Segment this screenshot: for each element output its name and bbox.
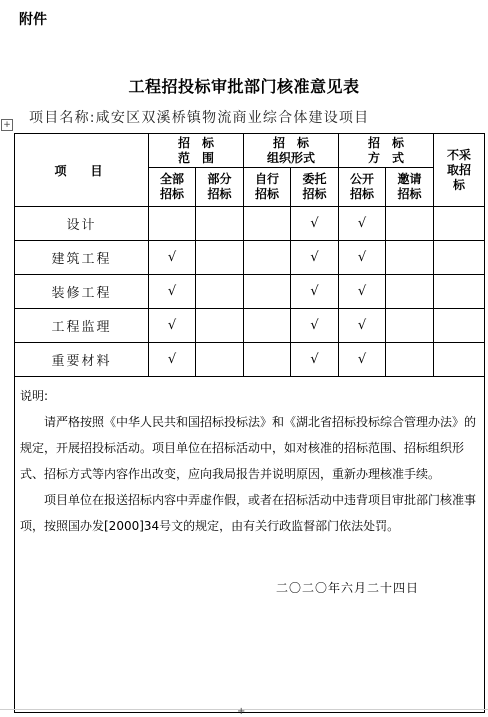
- check-cell: [149, 207, 196, 241]
- check-cell: [196, 207, 244, 241]
- table-row: [15, 207, 485, 241]
- check-cell: [244, 343, 291, 377]
- table-row: [15, 309, 485, 343]
- check-cell: [434, 207, 485, 241]
- check-cell: √: [149, 275, 196, 309]
- organization-group-header: 招 标 组织形式: [244, 134, 339, 168]
- check-cell: √: [149, 241, 196, 275]
- table-anchor-icon[interactable]: +: [1, 119, 13, 131]
- check-cell: √: [291, 207, 339, 241]
- check-cell: [196, 275, 244, 309]
- attachment-label: 附件: [19, 12, 47, 28]
- subheader-partial: 部分 招标: [196, 168, 244, 207]
- row-label: 建筑工程: [15, 241, 149, 275]
- row-label: 装修工程: [15, 275, 149, 309]
- row-label: 重要材料: [15, 343, 149, 377]
- document-title: 工程招投标审批部门核准意见表: [128, 77, 360, 96]
- no-tender-header: 不采 取招 标: [434, 134, 485, 207]
- check-cell: [196, 309, 244, 343]
- check-cell: [244, 309, 291, 343]
- subheader-entrusted: 委托 招标: [291, 168, 339, 207]
- subheader-full: 全部 招标: [149, 168, 196, 207]
- check-cell: [386, 275, 434, 309]
- notes-paragraph-2: 项目单位在报送招标内容中弄虚作假，或者在招标活动中违背项目审批部门核准事项，按照国办发[2000]34号文的规定，由有关行政监督部门依法处罚。: [20, 493, 477, 533]
- project-name: 项目名称:咸安区双溪桥镇物流商业综合体建设项目: [29, 110, 370, 126]
- table-row: [15, 275, 485, 309]
- check-cell: √: [291, 309, 339, 343]
- notes-label: 说明:: [20, 389, 49, 403]
- check-cell: [386, 207, 434, 241]
- check-cell: √: [291, 343, 339, 377]
- row-label: 设计: [15, 207, 149, 241]
- check-cell: [244, 275, 291, 309]
- check-cell: √: [339, 207, 386, 241]
- check-cell: √: [339, 275, 386, 309]
- check-cell: [244, 241, 291, 275]
- check-cell: √: [149, 309, 196, 343]
- method-group-header: 招 标 方 式: [339, 134, 434, 168]
- check-cell: [434, 241, 485, 275]
- page-marker-icon: +: [237, 706, 246, 717]
- check-cell: √: [339, 343, 386, 377]
- notes-cell: [15, 377, 485, 713]
- table-row: [15, 241, 485, 275]
- check-cell: √: [291, 241, 339, 275]
- subheader-invited: 邀请 招标: [386, 168, 434, 207]
- scope-group-header: 招 标 范 围: [149, 134, 244, 168]
- check-cell: [434, 343, 485, 377]
- check-cell: [244, 207, 291, 241]
- check-cell: √: [339, 309, 386, 343]
- notes-paragraph-1: 请严格按照《中华人民共和国招标投标法》和《湖北省招标投标综合管理办法》的规定，开展招投标活动。项目单位在招标活动中，如对核准的招标范围、招标组织形式、招标方式等内容作出改变，应向我局报告并说明原因，重新办理核准手续。: [20, 415, 477, 481]
- check-cell: [434, 309, 485, 343]
- check-cell: √: [291, 275, 339, 309]
- notes-date: 二〇二〇年六月二十四日: [276, 581, 420, 595]
- check-cell: √: [149, 343, 196, 377]
- check-cell: [196, 343, 244, 377]
- table-row: [15, 343, 485, 377]
- row-label: 工程监理: [15, 309, 149, 343]
- check-cell: [386, 343, 434, 377]
- check-cell: [196, 241, 244, 275]
- item-column-header: 项 目: [15, 134, 149, 207]
- approval-table: [14, 133, 485, 713]
- check-cell: √: [339, 241, 386, 275]
- subheader-open: 公开 招标: [339, 168, 386, 207]
- check-cell: [386, 241, 434, 275]
- subheader-self: 自行 招标: [244, 168, 291, 207]
- check-cell: [434, 275, 485, 309]
- check-cell: [386, 309, 434, 343]
